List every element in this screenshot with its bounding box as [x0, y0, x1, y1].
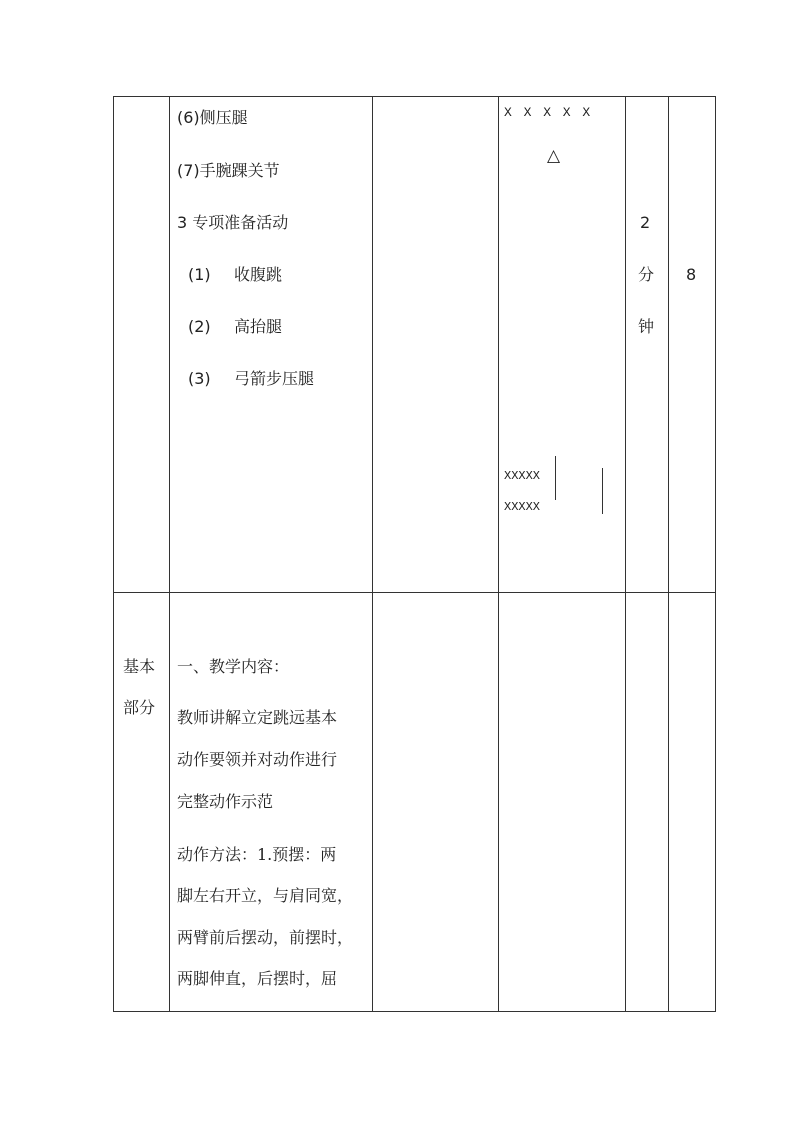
content-line: (7)手腕踝关节 — [177, 161, 280, 180]
paragraph-line: 完整动作示范 — [177, 792, 274, 811]
sub-item-text: 高抬腿 — [234, 317, 283, 336]
paragraph-line: 教师讲解立定跳远基本 — [177, 708, 338, 727]
paragraph-line: 动作方法：1.预摆：两 — [177, 845, 337, 864]
formation-line — [555, 456, 556, 500]
col-border-3 — [372, 96, 373, 1012]
paragraph-line: 两脚伸直，后摆时，屈 — [177, 969, 338, 988]
col-border-7 — [715, 96, 716, 1012]
time-char: 分 — [638, 265, 655, 284]
formation-line — [602, 468, 603, 514]
section-label: 部分 — [123, 698, 156, 717]
teaching-heading: 一、教学内容： — [177, 657, 290, 676]
formation-top-row: X X X X X — [504, 105, 591, 120]
content-line: 3 专项准备活动 — [177, 213, 289, 232]
time-char: 2 — [640, 213, 651, 232]
col-border-4 — [498, 96, 499, 1012]
content-line: (6)侧压腿 — [177, 108, 248, 127]
teacher-triangle-icon: △ — [547, 146, 561, 166]
col-border-2 — [169, 96, 170, 1012]
paragraph-line: 脚左右开立，与肩同宽， — [177, 886, 354, 905]
formation-bottom-row: XXXXX — [504, 469, 541, 483]
sub-item-number: (3) — [188, 369, 211, 388]
col-border-5 — [625, 96, 626, 1012]
col-border-1 — [113, 96, 114, 1012]
sub-item-number: (1) — [188, 265, 211, 284]
formation-bottom-row: XXXXX — [504, 500, 541, 514]
sub-item-text: 弓箭步压腿 — [234, 369, 315, 388]
count-value: 8 — [686, 265, 697, 284]
col-border-6 — [668, 96, 669, 1012]
sub-item-number: (2) — [188, 317, 211, 336]
sub-item-text: 收腹跳 — [234, 265, 283, 284]
time-char: 钟 — [638, 317, 655, 336]
paragraph-line: 两臂前后摆动，前摆时， — [177, 928, 354, 947]
paragraph-line: 动作要领并对动作进行 — [177, 750, 338, 769]
section-label: 基本 — [123, 657, 156, 676]
